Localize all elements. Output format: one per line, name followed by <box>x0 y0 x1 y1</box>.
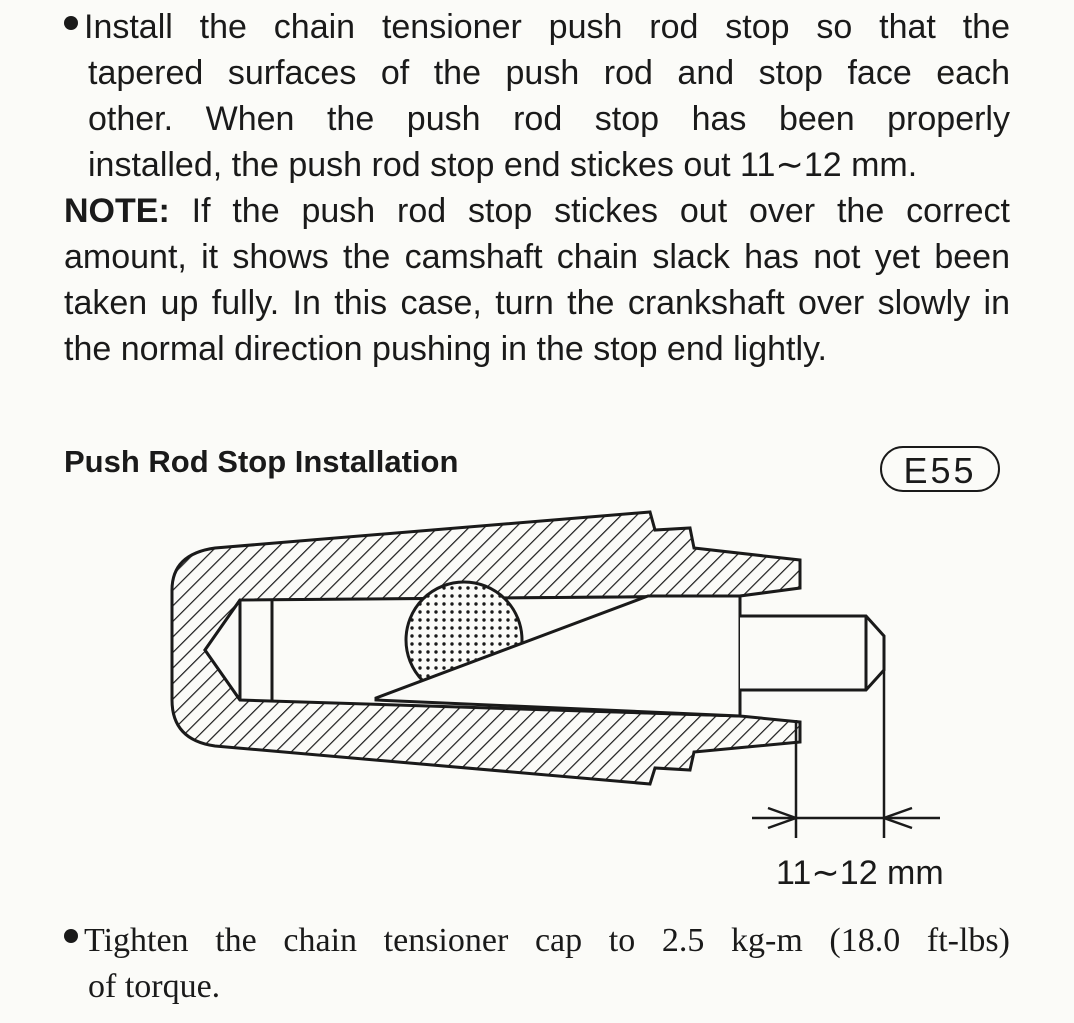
bullet-icon <box>64 929 78 943</box>
install-line-4: installed, the push rod stop end stickes out 11∼12 mm. <box>88 146 918 184</box>
torque-instruction <box>64 918 1010 1010</box>
dimension-label: 11∼12 mm <box>776 854 944 892</box>
push-rod-stop-end <box>740 616 884 690</box>
torque-line-2: of torque. <box>88 968 221 1005</box>
note-text: If the push rod stop stickes out over the correct amount, it shows the camshaft chain slack has not yet been taken up fully. In this case, turn the crankshaft over slowly in the normal direction pushing in the stop end lightly. <box>64 192 1010 368</box>
figure-title: Push Rod Stop Installation <box>64 444 459 479</box>
torque-line-1: Tighten the chain tensioner cap to 2.5 kg-m (18.0 ft-lbs) <box>64 918 1010 964</box>
install-line-2: tapered surfaces of the push rod and stop face each <box>88 54 1010 92</box>
install-line-3: other. When the push rod stop has been properly <box>88 100 1010 138</box>
figure-code-badge: E55 <box>880 446 1000 492</box>
note-label: NOTE: <box>64 192 170 230</box>
install-line-1: Install the chain tensioner push rod stop so that the <box>64 4 1010 50</box>
